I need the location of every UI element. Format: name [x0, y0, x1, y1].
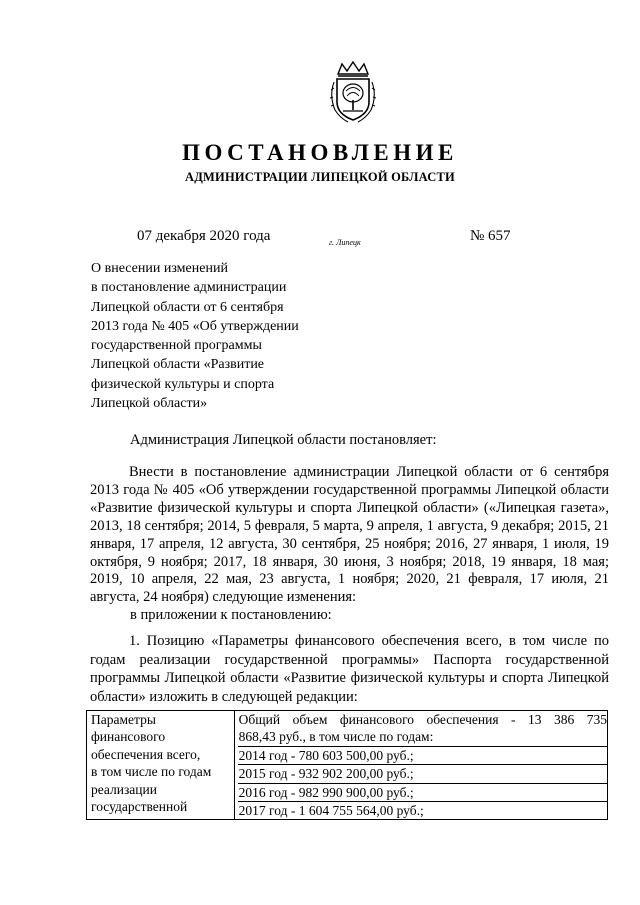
body-paragraph: Внести в постановление администрации Липецкой области от 6 сентября 2013 года № 405 «Об утверждении государственной программы Липецкой области «Развитие физической культуры и спорта Липецкой области» («Липецкая газета», 2013, 18 сентября; 2014, 5 февраля, 5 марта, 9 апреля, 1 августа, 9 декабря; 2015, 21 января, 17 апреля, 12 августа, 30 сентября, 25 ноября; 2016, 27 января, 1 июля, 19 октября, 9 ноября; 2017, 18 января, 30 июня, 3 ноября; 2018, 19 января, 18 мая; 2019, 10 апреля, 22 мая, 23 августа, 1 ноября; 2020, 21 февраля, 17 июля, 21 августа, 24 ноября) следующие изменения:: [90, 464, 609, 606]
document-type-title: ПОСТАНОВЛЕНИЕ: [182, 140, 458, 165]
subject-line: О внесении изменений: [91, 261, 228, 276]
preamble-text: Администрация Липецкой области постановляет:: [130, 432, 437, 448]
parameter-name-cell: [87, 711, 235, 820]
cell-text-line: 2017 год - 1 604 755 564,00 руб.;: [238, 801, 607, 819]
cell-text-line: 2014 год - 780 603 500,00 руб.;: [238, 746, 607, 764]
cell-text-line: реализации: [91, 781, 157, 797]
coat-of-arms-emblem: [326, 60, 380, 124]
subject-line: Липецкой области»: [91, 396, 208, 412]
cell-text-line: Параметры: [91, 712, 156, 727]
appendix-line: в приложении к постановлению:: [130, 607, 332, 623]
subject-line: физической культуры и спорта: [91, 376, 275, 392]
subject-line: Липецкой области «Развитие: [91, 357, 265, 373]
document-date: 07 декабря 2020 года: [137, 228, 271, 244]
item-one-paragraph: 1. Позицию «Параметры финансового обеспечения всего, в том числе по годам реализации государственной программы» Паспорта государственной программы Липецкой области «Развитие физической культуры и спорта Липецкой области» изложить в следующей редакции:: [90, 633, 609, 705]
subject-line: Липецкой области от 6 сентября: [91, 299, 284, 315]
issuing-organization: АДМИНИСТРАЦИИ ЛИПЕЦКОЙ ОБЛАСТИ: [185, 170, 455, 184]
document-number: № 657: [470, 228, 511, 244]
cell-text-line: финансового: [91, 729, 166, 745]
subject-line: 2013 года № 405 «Об утверждении: [91, 318, 299, 334]
cell-text-line: государственной: [91, 799, 188, 815]
cell-text-line: 2016 год - 982 990 900,00 руб.;: [238, 783, 607, 801]
parameter-value-cell: [234, 711, 607, 820]
table-row: [87, 711, 608, 820]
cell-text-line: 868,43 руб., в том числе по годам:: [238, 729, 434, 745]
subject-line: государственной программы: [91, 338, 262, 354]
document-city: г. Липецк: [329, 238, 361, 247]
subject-line: в постановление администрации: [91, 280, 287, 296]
cell-text-line: Общий объем финансового обеспечения - 13 386 735: [238, 712, 607, 727]
cell-text-line: обеспечения всего,: [91, 746, 201, 762]
document-subject: [91, 259, 331, 413]
cell-text-line: в том числе по годам: [91, 764, 212, 780]
financing-parameters-table: [86, 710, 608, 820]
cell-text-line: 2015 год - 932 902 200,00 руб.;: [238, 764, 607, 782]
